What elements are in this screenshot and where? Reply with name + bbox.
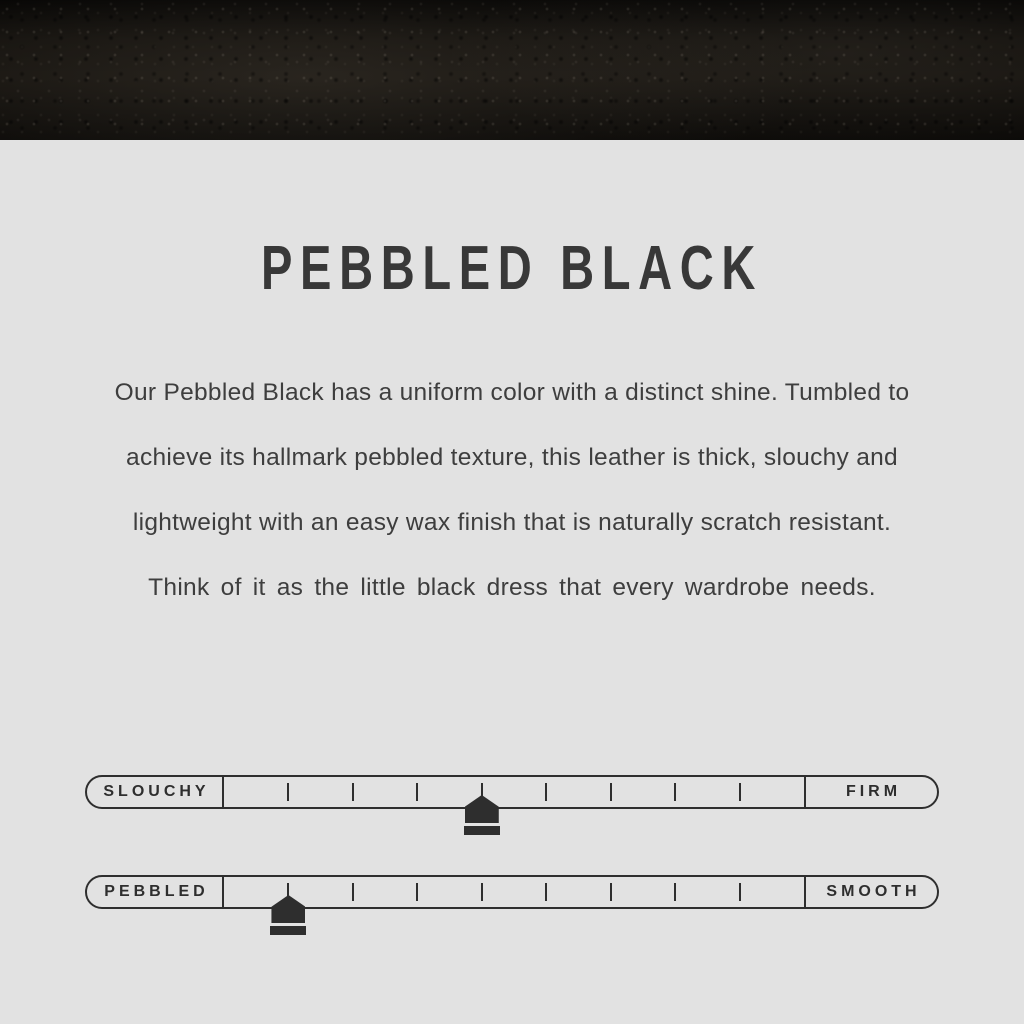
scale-tick: [545, 883, 547, 901]
slouchy-firm-scale: [85, 775, 939, 809]
description-line: Our Pebbled Black has a uniform color with a distinct shine. Tumbled to: [114, 379, 910, 406]
scale-tick: [739, 783, 741, 801]
scale-marker: [464, 795, 500, 835]
scale-tick: [416, 883, 418, 901]
scale-tick: [352, 883, 354, 901]
description-line: Think of it as the little black dress that every wardrobe needs.: [148, 574, 876, 601]
leather-texture-hero-image: [0, 0, 1024, 140]
scale-tick: [352, 783, 354, 801]
scale-tick: [674, 783, 676, 801]
scale-tick: [416, 783, 418, 801]
scale-right-label: SMOOTH: [804, 877, 937, 907]
scale-tick: [674, 883, 676, 901]
scale-left-label: SLOUCHY: [87, 777, 224, 807]
marker-pin-icon: [271, 895, 305, 923]
description-line: lightweight with an easy wax finish that is naturally scratch resistant.: [132, 509, 892, 536]
scale-tick: [610, 783, 612, 801]
scale-right-label: FIRM: [804, 777, 937, 807]
scale-track: [224, 877, 804, 907]
marker-bar-icon: [464, 826, 500, 835]
marker-pin-icon: [465, 795, 499, 823]
page-title: PEBBLED BLACK: [261, 234, 763, 303]
scale-tick: [287, 783, 289, 801]
scale-tick: [739, 883, 741, 901]
scale-marker: [270, 895, 306, 935]
pebbled-smooth-scale: [85, 875, 939, 909]
scale-tick: [481, 883, 483, 901]
marker-bar-icon: [270, 926, 306, 935]
scale-tick: [545, 783, 547, 801]
scale-track: [224, 777, 804, 807]
leather-description: [0, 360, 1024, 620]
scale-left-label: PEBBLED: [87, 877, 224, 907]
description-line: achieve its hallmark pebbled texture, this leather is thick, slouchy and: [126, 444, 898, 471]
scale-tick: [610, 883, 612, 901]
